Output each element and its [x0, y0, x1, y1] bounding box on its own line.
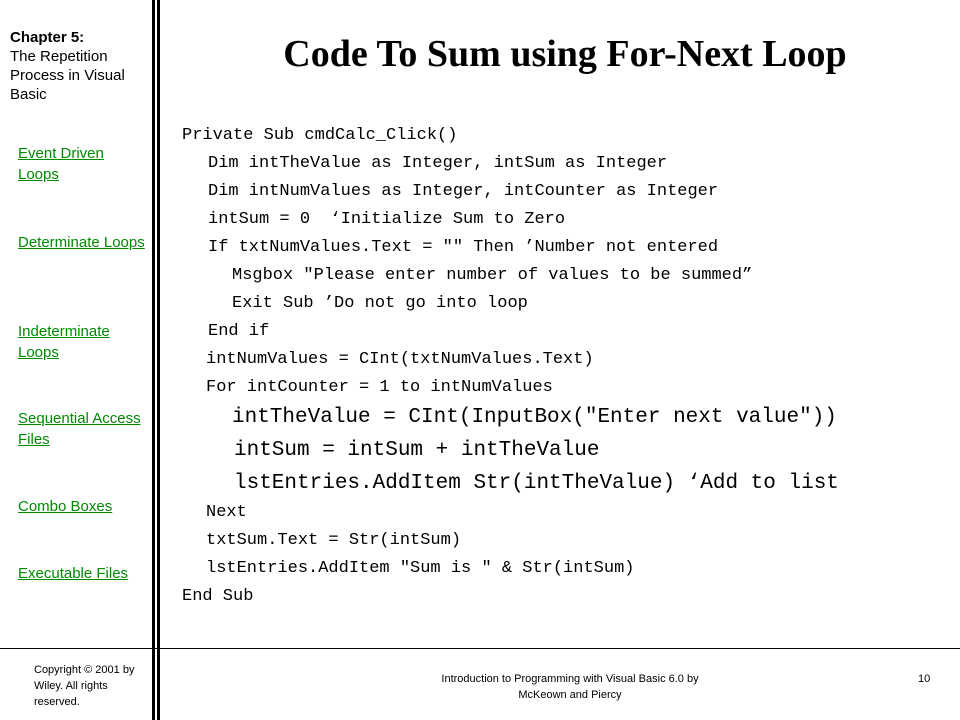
- sidebar-divider-right: [157, 0, 160, 720]
- nav-link-executable-files[interactable]: Executable Files: [18, 565, 129, 582]
- slide-title: Code To Sum using For-Next Loop: [283, 33, 847, 75]
- chapter-number: Chapter 5:: [10, 29, 85, 46]
- code-line: intTheValue = CInt(InputBox("Enter next value")): [232, 406, 837, 429]
- code-line: Exit Sub ’Do not go into loop: [232, 294, 528, 313]
- code-line: End if: [208, 322, 270, 341]
- code-line: lstEntries.AddItem "Sum is " & Str(intSum): [206, 559, 635, 578]
- page-number: 10: [918, 673, 931, 685]
- code-line: Dim intNumValues as Integer, intCounter as Integer: [208, 182, 719, 201]
- code-line: intSum = 0 ‘Initialize Sum to Zero: [208, 210, 566, 229]
- nav-link-indeterminate-loops[interactable]: Indeterminate Loops: [18, 323, 110, 361]
- code-line: If txtNumValues.Text = "" Then ’Number not entered: [208, 238, 719, 257]
- code-line: Msgbox "Please enter number of values to be summed”: [232, 266, 753, 285]
- nav-link-determinate-loops[interactable]: Determinate Loops: [18, 234, 145, 251]
- book-citation: Introduction to Programming with Visual Basic 6.0 by McKeown and Piercy: [441, 673, 699, 701]
- code-line: End Sub: [182, 587, 254, 606]
- chapter-title: The Repetition Process in Visual Basic: [10, 48, 125, 103]
- code-line: For intCounter = 1 to intNumValues: [206, 378, 553, 397]
- code-line: lstEntries.AddItem Str(intTheValue) ‘Add to list: [234, 472, 839, 495]
- code-line: Next: [206, 503, 247, 522]
- code-line: intSum = intSum + intTheValue: [234, 439, 600, 462]
- nav-link-combo-boxes[interactable]: Combo Boxes: [18, 498, 113, 515]
- code-line: intNumValues = CInt(txtNumValues.Text): [206, 350, 594, 369]
- code-line: Private Sub cmdCalc_Click(): [182, 126, 458, 145]
- code-line: txtSum.Text = Str(intSum): [206, 531, 462, 550]
- sidebar-divider-left: [152, 0, 155, 720]
- code-line: Dim intTheValue as Integer, intSum as Integer: [208, 154, 668, 173]
- nav-link-sequential-access-files[interactable]: Sequential Access Files: [18, 410, 141, 448]
- chapter-heading: [10, 28, 150, 104]
- sidebar: [0, 0, 152, 720]
- copyright-notice: Copyright © 2001 by Wiley. All rights reserved.: [34, 664, 135, 708]
- footer-divider: [0, 648, 960, 649]
- nav-link-event-driven-loops[interactable]: Event Driven Loops: [18, 145, 104, 183]
